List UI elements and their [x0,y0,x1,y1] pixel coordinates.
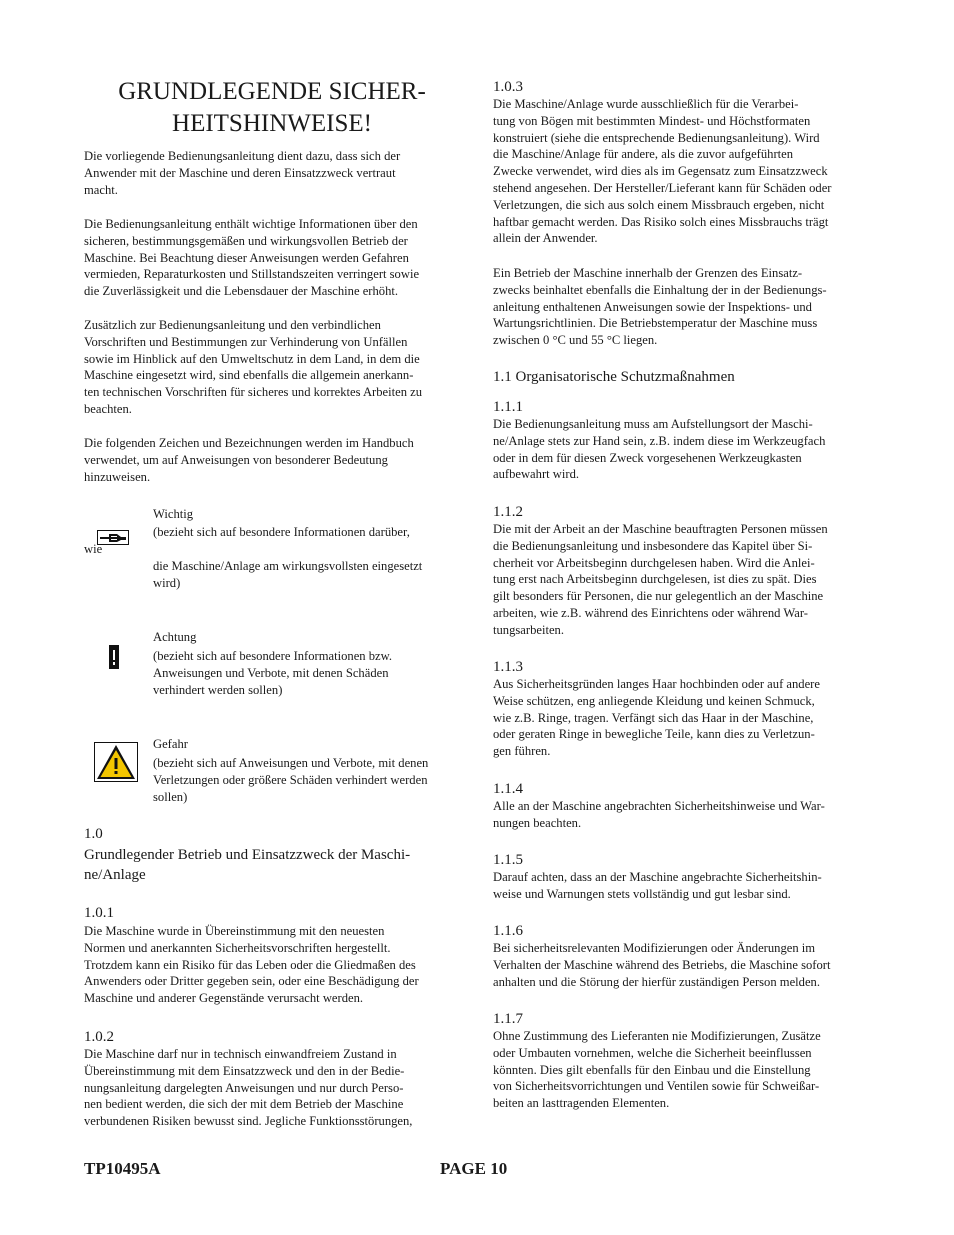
intro-paragraph-4: Die folgenden Zeichen und Bezeichnungen werden im Handbuch verwendet, um auf Anweisungen von besonderer Bedeutung hinzuweisen. [84,436,414,484]
intro-paragraph-2: Die Bedienungsanleitung enthält wichtige Informationen über den sicheren, bestimmungsgemäßen und wirkungsvollen Betrieb der Maschine. Bei Beachtung dieser Anweisungen werden Gefahren vermieden, Reparaturkosten und Stillstandszeiten verringert sowie die Zuverlässigkeit und die Lebensdauer der Maschine erhöht. [84,217,420,299]
section-1-1-1-text: Die Bedienungsanleitung muss am Aufstellungsort der Maschi- ne/Anlage stets zur Hand sein, z.B. indem diese im Werkzeugfach oder in dem für diesen Zweck vorgesehenen Werkzeugkasten aufbewahrt wird. [493,417,826,482]
wichtig-text-2: die Maschine/Anlage am wirkungsvollsten eingesetzt wird) [153,559,423,590]
section-1-1-7-number: 1.1.7 [493,1011,523,1027]
section-1-0-1-text: Die Maschine wurde in Übereinstimmung mit den neuesten Normen und anerkannten Sicherheitsvorschriften hergestellt. Trotzdem kann ein Risiko für das Leben oder die Gliedmaßen des Anwenders oder Dritter gegeben sein, oder eine Beschädigung der Maschine und anderer Gegenstände verursacht werden. [84,924,419,1006]
gefahr-label: Gefahr [153,737,188,751]
attention-icon [109,645,119,674]
section-1-0-3-text: Die Maschine/Anlage wurde ausschließlich für die Verarbei- tung von Bögen mit bestimmten Mindest- und Höchstformaten konstruiert (siehe die entsprechende Bedienungsanleitung). Wird die Maschine/Anlage für andere, als die zuvor aufgeführten Zwecke verwendet, wird dies als im Gegensatz zum Einsatzzweck stehend angesehen. Der Hersteller/Lieferant kann für Schäden oder Verletzungen, die sich aus solch einem Missbrauch ergeben, nicht haftbar gemacht werden. Das Risiko solch eines Missbrauchs trägt allein der Anwender. [493,97,832,246]
section-1-0-2-text: Die Maschine darf nur in technisch einwandfreiem Zustand in Übereinstimmung mit dem Einsatzzweck und den in der Bedie- nungsanleitung dargelegten Anweisungen und nur durch Perso- nen bedient werden, die sich der mit dem Betrieb der Maschine verbundenen Risiken bewusst sind. Jegliche Funktionsstörungen, [84,1047,413,1129]
gefahr-text: (bezieht sich auf Anweisungen und Verbote, mit denen Verletzungen oder größere Schäden verhindert werden sollen) [153,756,429,804]
section-1-0-2-number: 1.0.2 [84,1029,114,1045]
section-1-0-3-text-2: Ein Betrieb der Maschine innerhalb der Grenzen des Einsatz- zwecks beinhaltet ebenfalls die Einhaltung der in der Bedienungs- anleitung enthaltenen Anweisungen sowie der Inspektions- und Wartungsrichtlinien. Die Betriebstemperatur der Maschine muss zwischen 0 °C und 55 °C liegen. [493,266,827,348]
achtung-label: Achtung [153,630,197,644]
section-1-1-4-text: Alle an der Maschine angebrachten Sicherheitshinweise und War- nungen beachten. [493,799,825,830]
section-1-1-1-number: 1.1.1 [493,399,523,415]
page-title: GRUNDLEGENDE SICHER- HEITSHINWEISE! [118,78,426,137]
page-number: PAGE 10 [440,1159,508,1178]
section-1-1-title: 1.1 Organisatorische Schutzmaßnahmen [493,369,735,385]
document-id: TP10495A [84,1159,161,1178]
section-1-1-2-number: 1.1.2 [493,504,523,520]
section-1-1-5-number: 1.1.5 [493,852,523,868]
wichtig-text-1: (bezieht sich auf besondere Informationen darüber, [153,525,410,539]
section-1-1-7-text: Ohne Zustimmung des Lieferanten nie Modifizierungen, Zusätze oder Umbauten vornehmen, welche die Sicherheit beeinflussen könnten. Dies gilt ebenfalls für den Einbau und die Einstellung von Sicherheitsvorrichtungen und Ventilen sowie für Schweißar- beiten an lasttragenden Elementen. [493,1029,821,1111]
wichtig-label: Wichtig [153,507,194,521]
section-1-1-4-number: 1.1.4 [493,781,523,797]
section-1-1-6-number: 1.1.6 [493,923,523,939]
section-1-1-3-number: 1.1.3 [493,659,523,675]
intro-paragraph-3: Zusätzlich zur Bedienungsanleitung und den verbindlichen Vorschriften und Bestimmungen zur Verhinderung von Unfällen sowie im Hinblick auf den Umweltschutz in dem Land, in dem die Maschine eingesetzt wird, sind ebenfalls die allgemein anerkann- ten technischen Vorschriften für sicheres und korrektes Arbeiten zu beachten. [84,318,423,416]
section-1-1-5-text: Darauf achten, dass an der Maschine angebrachte Sicherheitshin- weise und Warnungen stets vollständig und gut lesbar sind. [493,870,822,901]
section-1-0-number: 1.0 [84,826,103,842]
achtung-text: (bezieht sich auf besondere Informationen bzw. Anweisungen und Verbote, mit denen Schäden verhindert werden sollen) [153,649,393,697]
section-1-1-3-text: Aus Sicherheitsgründen langes Haar hochbinden oder auf andere Weise schützen, eng anliegende Kleidung und keinen Schmuck, wie z.B. Ringe, tragen. Verfängt sich das Haar in der Maschine, oder geraten Ringe in bewegliche Teile, kann dies zu Verletzun- gen führen. [493,677,820,759]
section-1-0-1-number: 1.0.1 [84,905,114,921]
section-1-0-3-number: 1.0.3 [493,79,523,95]
section-1-0-title: Grundlegender Betrieb und Einsatzzweck der Maschi- ne/Anlage [84,847,411,883]
section-1-1-2-text: Die mit der Arbeit an der Maschine beauftragten Personen müssen die Bedienungsanleitung und insbesondere das Kapitel über Si- cherheit vor Arbeitsbeginn durchgelesen haben. Wird die Anlei- tung erst nach Arbeitsbeginn durchgelesen, ist dies zu spät. Dies gilt besonders für Personen, die nur gelegentlich an der Maschine arbeiten, wie z.B. während des Einrichtens oder während War- tungsarbeiten. [493,522,828,637]
wichtig-wrap: wie [84,542,103,556]
warning-triangle-icon [94,742,138,787]
intro-paragraph-1: Die vorliegende Bedienungsanleitung dient dazu, dass sich der Anwender mit der Maschine und deren Einsatzzweck vertraut macht. [84,149,401,197]
section-1-1-6-text: Bei sicherheitsrelevanten Modifizierungen oder Änderungen im Verhalten der Maschine während des Betriebs, die Maschine sofort anhalten und die Störung der hierfür zuständigen Person melden. [493,941,831,989]
